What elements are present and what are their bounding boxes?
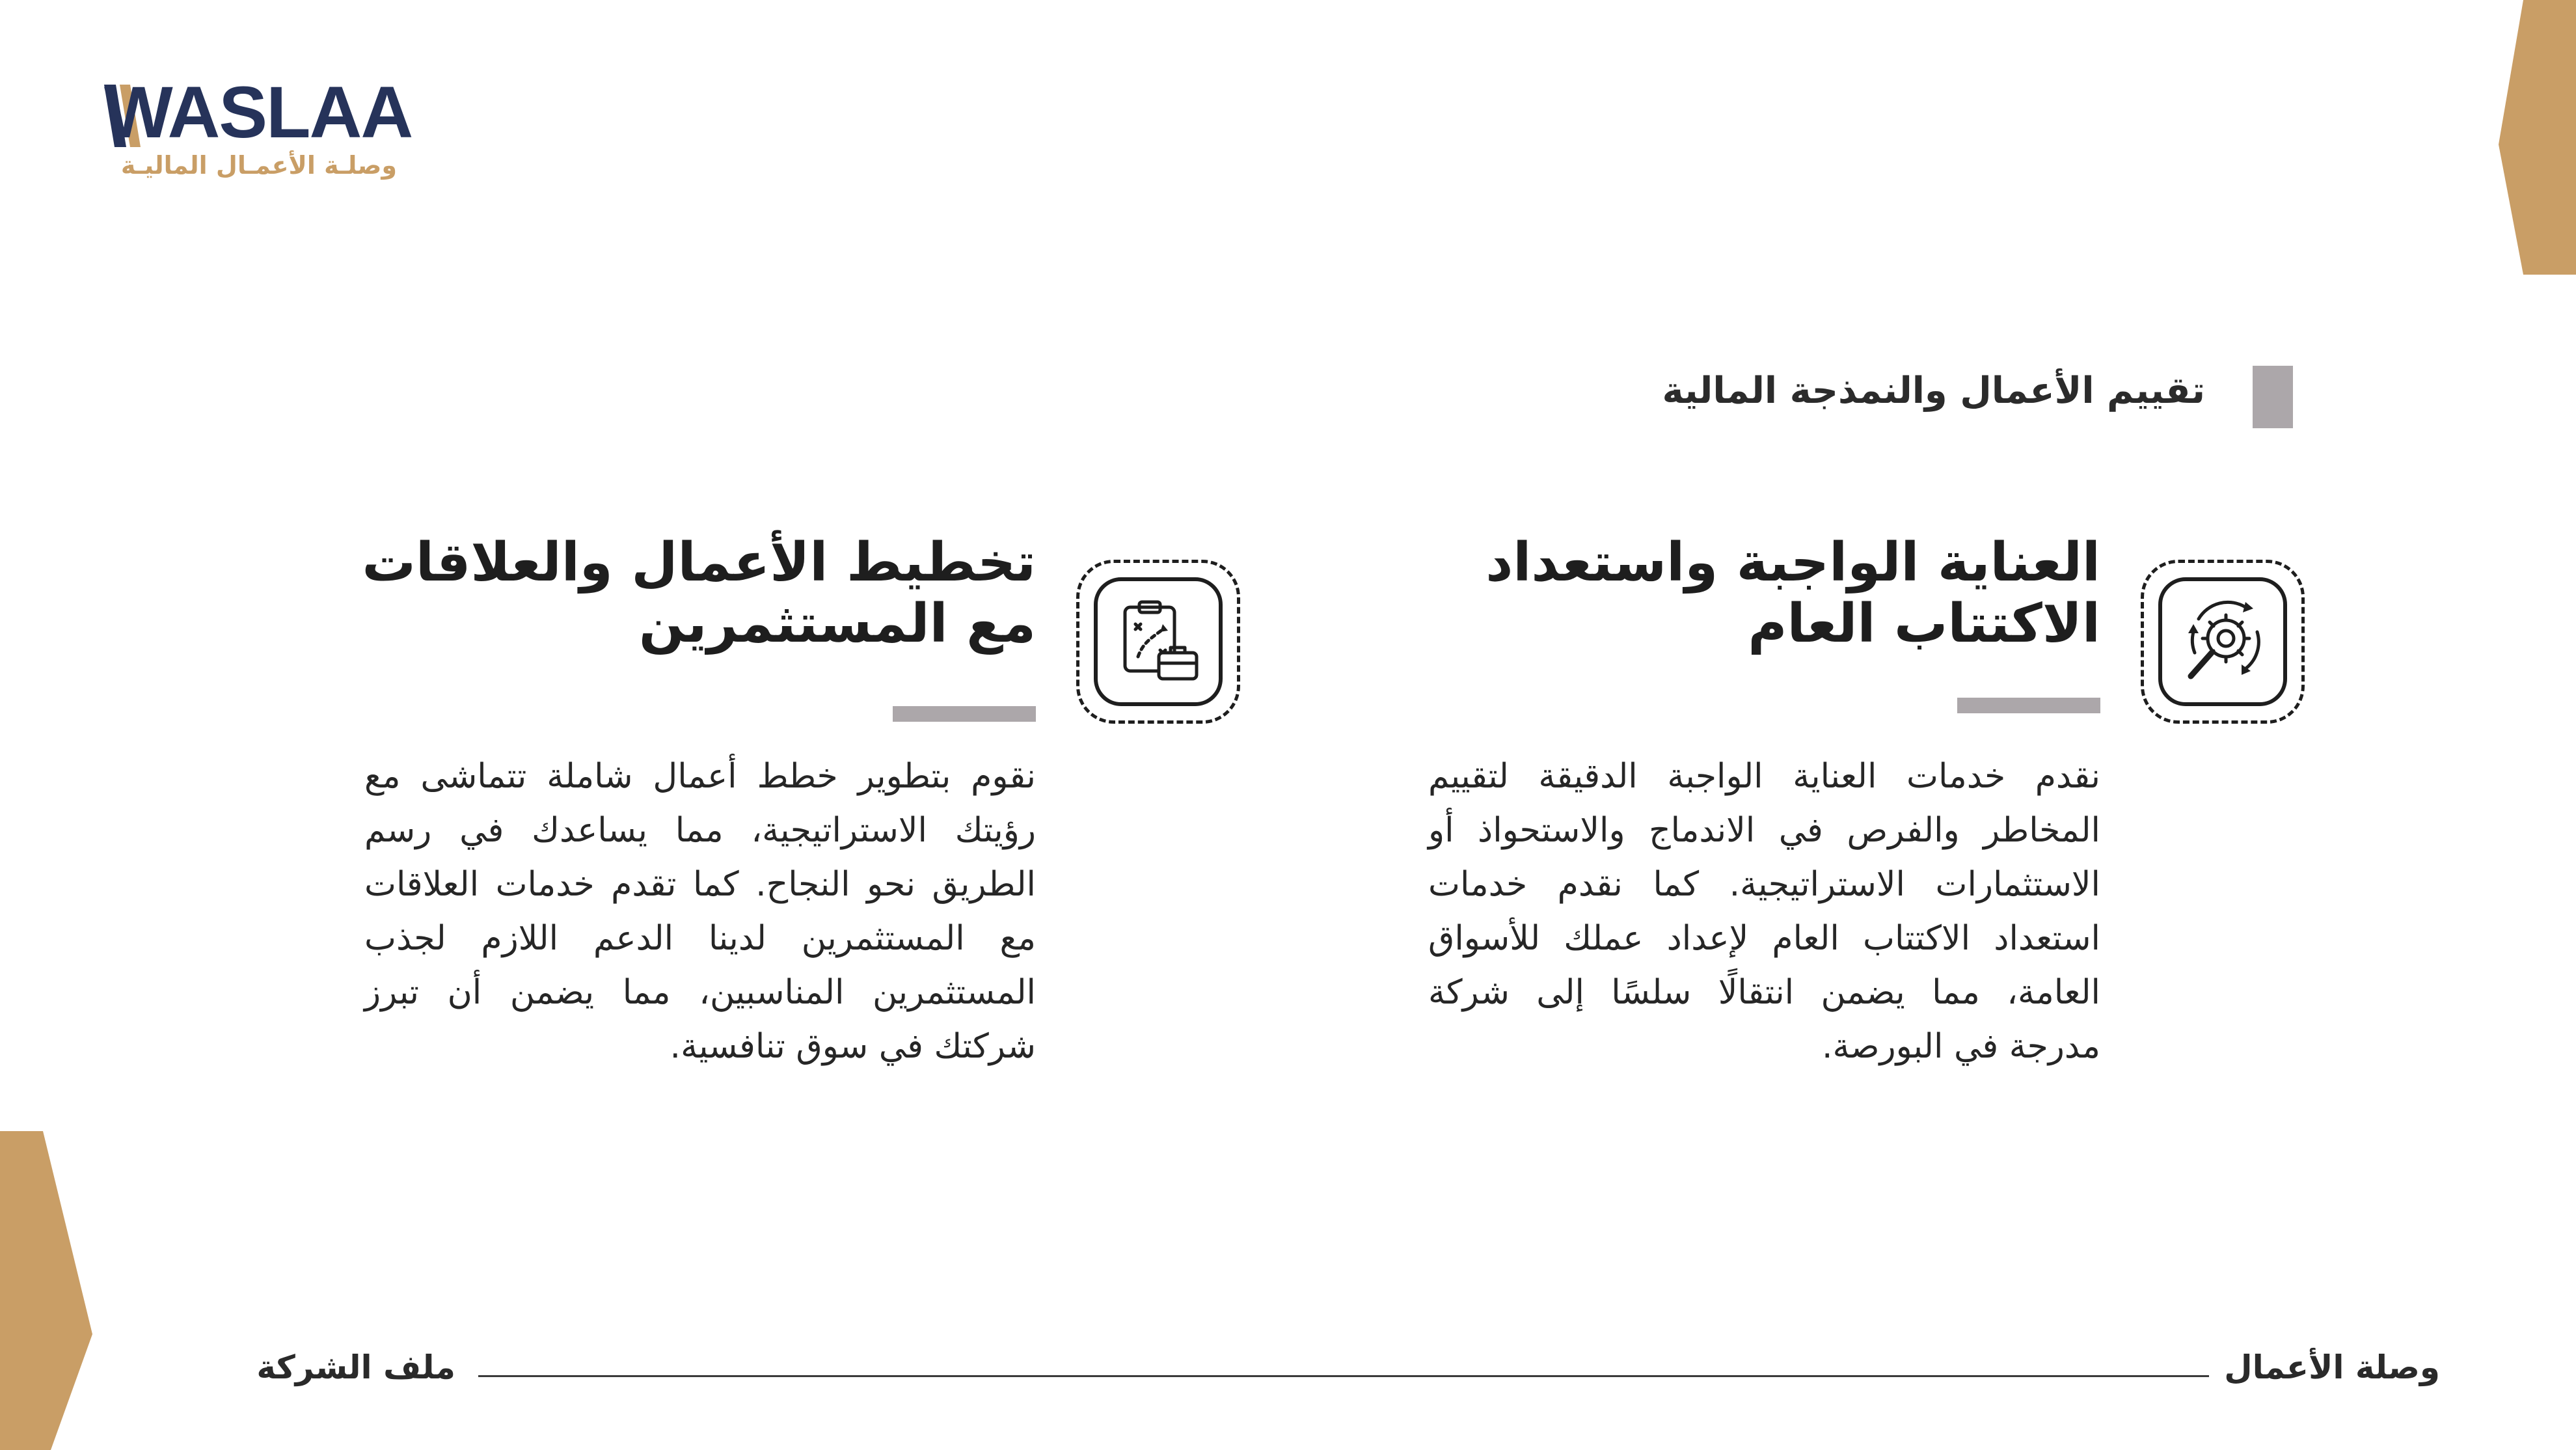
logo-subtitle: وصلـة الأعمـال الماليـة [120, 151, 397, 180]
strategy-clipboard-briefcase-icon [1094, 577, 1223, 706]
business-planning-rule [893, 706, 1036, 722]
business-planning-title-line1: تخطيط الأعمال والعلاقات [362, 532, 1036, 594]
due-diligence-title [1450, 532, 2100, 655]
footer-company-profile: ملف الشركة [256, 1348, 455, 1386]
business-planning-title [320, 532, 1036, 655]
bottom-left-decor-shape [0, 1131, 92, 1450]
due-diligence-title-line2: الاكتتاب العام [1748, 593, 2100, 655]
logo-wordmark: WASLAA [104, 72, 413, 153]
gear-magnifier-icon [2158, 577, 2287, 706]
top-right-decor-shape [2499, 0, 2576, 275]
due-diligence-body: نقدم خدمات العناية الواجبة الدقيقة لتقييم المخاطر والفرص في الاندماج والاستحواذ أو الاستثمارات الاستراتيجية. كما نقدم خدمات استعداد الاكتتاب العام لإعداد عملك للأسواق العامة، مما يضمن انتقالًا سلسًا إلى شركة مدرجة في البورصة. [1428, 757, 2100, 1066]
business-planning-body: نقوم بتطوير خطط أعمال شاملة تتماشى مع رؤيتك الاستراتيجية، مما يساعدك في رسم الطريق نحو النجاح. كما تقدم خدمات العلاقات مع المستثمرين لدينا الدعم اللازم لجذب المستثمرين المناسبين، مما يضمن أن تبرز شركتك في سوق تنافسية. [364, 757, 1036, 1066]
section-marker [2253, 366, 2293, 428]
due-diligence-title-line1: العناية الواجبة واستعداد [1485, 532, 2100, 594]
business-planning-icon-frame [1076, 560, 1240, 724]
due-diligence-icon-frame [2141, 560, 2305, 724]
footer-company-name: وصلة الأعمال [2224, 1348, 2440, 1386]
business-planning-title-line2: مع المستثمرين [638, 593, 1036, 655]
footer-divider [478, 1375, 2209, 1377]
section-title: تقييم الأعمال والنمذجة المالية [1662, 370, 2205, 412]
due-diligence-rule [1957, 698, 2100, 713]
